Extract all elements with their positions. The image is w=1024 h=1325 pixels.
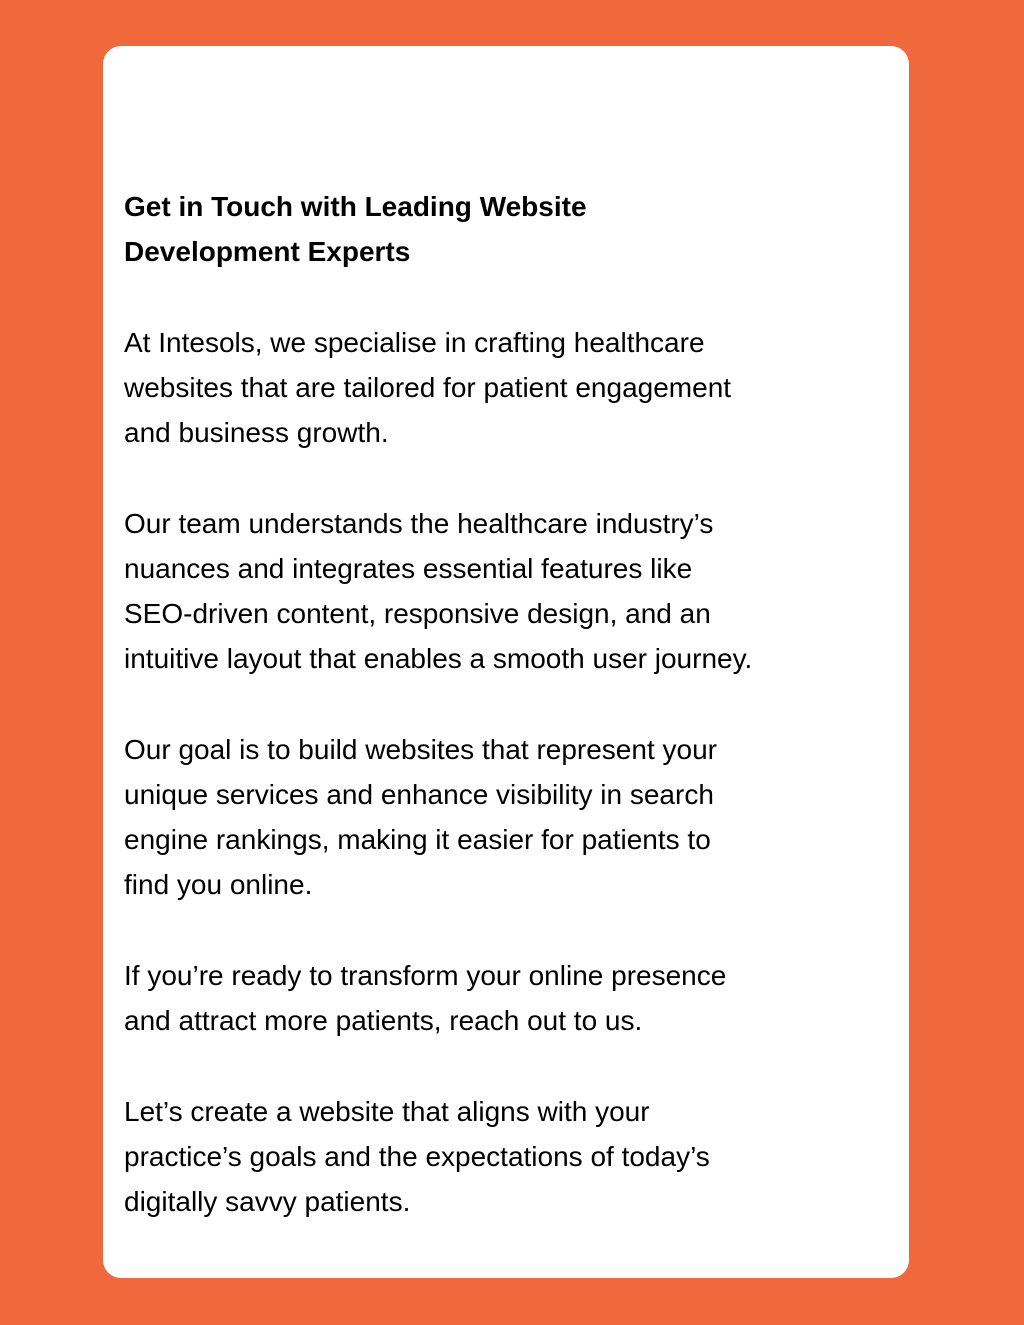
paragraph-team: Our team understands the healthcare industry’s nuances and integrates essential features like SEO-driven content, responsive design, and an intuitive layout that enables a smooth user journey. [124,508,753,674]
paragraph-closing: Let’s create a website that aligns with your practice’s goals and the expectations of today’s digitally savvy patients. [124,1096,710,1217]
paragraph-intro: At Intesols, we specialise in crafting healthcare websites that are tailored for patient engagement and business growth. [124,327,732,448]
paragraph-goal: Our goal is to build websites that represent your unique services and enhance visibility in search engine rankings, making it easier for patients to find you online. [124,734,717,900]
content-card [103,46,909,1278]
paragraph-call-to-action: If you’re ready to transform your online presence and attract more patients, reach out to us. [124,960,727,1036]
page-heading: Get in Touch with Leading Website Development Experts [124,191,587,267]
